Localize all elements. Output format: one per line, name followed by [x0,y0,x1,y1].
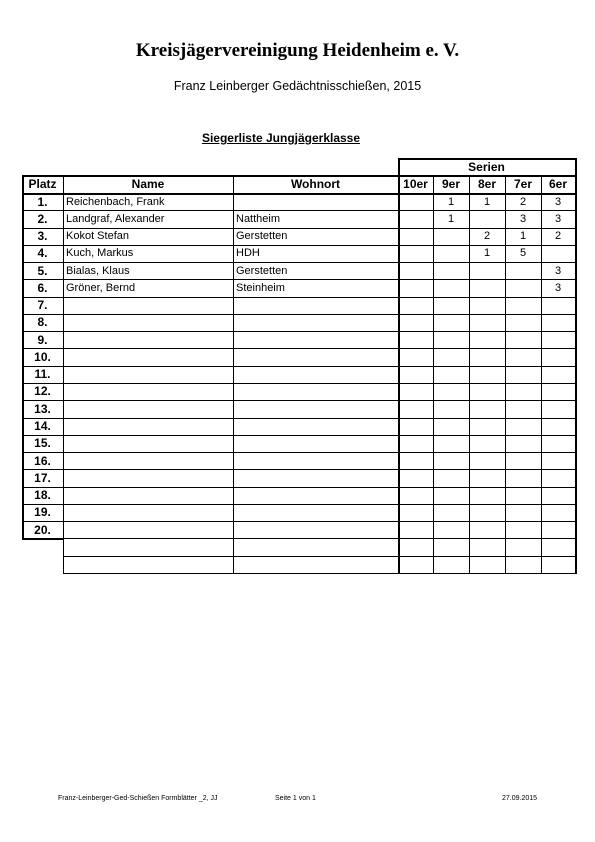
row-platz: 15. [34,436,51,451]
header-series-7er: 7er [513,176,533,191]
row-divider [22,487,576,488]
row-series-value: 1 [447,195,455,208]
row-divider [22,538,576,539]
column-divider [433,175,434,573]
row-series-value: 5 [519,247,527,260]
list-heading: Siegerliste Jungjägerklasse [201,131,361,145]
row-series-value: 2 [554,230,562,243]
row-series-value: 3 [554,195,562,208]
row-name: Bialas, Klaus [66,264,130,277]
row-divider [63,556,576,557]
row-platz: 1. [37,194,48,209]
row-divider [22,348,576,349]
row-platz: 12. [34,384,51,399]
row-platz: 16. [34,453,51,468]
row-divider [22,331,576,332]
row-wohnort: Gerstetten [236,230,288,243]
footer-document-name: Franz-Leinberger-Ged-Schießen Formblätter _2, JJ [58,795,218,802]
row-platz: 5. [37,263,48,278]
row-divider [22,504,576,505]
header-series-8er: 8er [477,176,497,191]
row-name: Reichenbach, Frank [66,195,165,208]
row-series-value: 1 [519,230,527,243]
row-platz: 4. [37,246,48,261]
row-wohnort: Gerstetten [236,264,288,277]
row-platz: 11. [34,367,51,382]
row-platz: 13. [34,401,51,416]
row-divider [22,452,576,453]
row-divider [22,435,576,436]
row-series-value: 3 [554,264,562,277]
row-series-value: 1 [483,195,491,208]
row-name: Gröner, Bernd [66,281,136,294]
row-name: Kokot Stefan [66,230,129,243]
row-wohnort: Nattheim [236,212,281,225]
row-series-value: 1 [483,247,491,260]
row-series-value: 2 [483,230,491,243]
header-series-10er: 10er [403,176,428,191]
column-divider [233,175,234,573]
page-title: Kreisjägervereinigung Heidenheim e. V. [135,40,460,61]
row-platz: 6. [37,280,48,295]
row-series-value: 1 [447,212,455,225]
header-serien: Serien [468,159,505,174]
row-series-value: 2 [519,195,527,208]
row-divider [22,521,576,522]
row-divider [22,469,576,470]
row-platz: 14. [34,419,51,433]
row-name: Landgraf, Alexander [66,212,165,225]
row-wohnort: Steinheim [236,281,285,294]
row-platz: 20. [34,522,51,537]
row-divider [22,400,576,401]
header-name: Name [131,176,165,191]
row-platz: 18. [34,488,51,503]
table-border-bottom [63,573,577,575]
row-platz: 17. [34,470,51,485]
row-series-value: 3 [554,212,562,225]
row-series-value: 3 [519,212,527,225]
page-subtitle: Franz Leinberger Gedächtnisschießen, 2015 [173,79,422,93]
footer-date: 27.09.2015 [502,795,538,802]
row-divider [22,383,576,384]
row-series-value: 3 [554,281,562,294]
row-platz: 3. [37,229,48,244]
header-series-6er: 6er [548,176,568,191]
header-wohnort: Wohnort [290,176,341,191]
header-platz: Platz [28,176,57,191]
row-platz: 7. [37,298,48,313]
row-divider [22,366,576,367]
row-divider [22,314,576,315]
row-platz: 8. [37,315,48,330]
row-wohnort: HDH [236,247,260,260]
header-series-9er: 9er [441,176,461,191]
row-platz: 19. [34,505,51,520]
row-platz: 9. [37,332,48,347]
row-divider [22,418,576,419]
row-platz: 2. [37,211,48,226]
row-name: Kuch, Markus [66,247,134,260]
column-divider [63,175,64,573]
row-platz: 10. [34,349,51,364]
footer-page-number: Seite 1 von 1 [275,795,316,802]
